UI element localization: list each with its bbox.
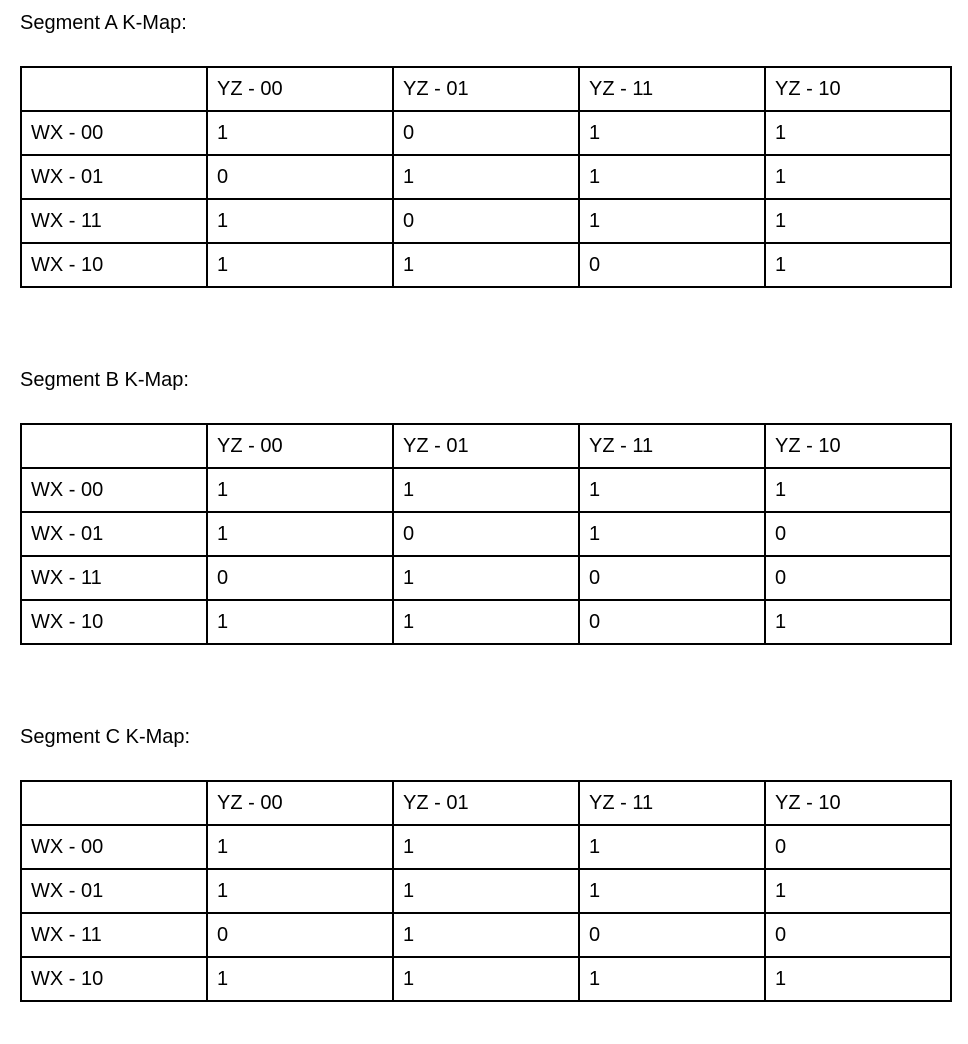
kmap-row bbox=[21, 155, 951, 199]
kmap-row-label: WX - 11 bbox=[21, 556, 207, 600]
kmap-row bbox=[21, 913, 951, 957]
kmap-row bbox=[21, 869, 951, 913]
kmap-row-label: WX - 01 bbox=[21, 869, 207, 913]
kmap-column-header: YZ - 11 bbox=[579, 424, 765, 468]
kmap-cell: 1 bbox=[207, 825, 393, 869]
kmap-row-label: WX - 11 bbox=[21, 199, 207, 243]
kmap-cell: 1 bbox=[393, 869, 579, 913]
kmap-row bbox=[21, 957, 951, 1001]
kmap-table bbox=[20, 423, 952, 645]
kmap-cell: 1 bbox=[207, 468, 393, 512]
kmap-cell: 1 bbox=[765, 869, 951, 913]
kmap-cell: 0 bbox=[765, 556, 951, 600]
kmap-cell: 0 bbox=[393, 199, 579, 243]
kmap-cell: 1 bbox=[207, 243, 393, 287]
kmap-row-label: WX - 00 bbox=[21, 111, 207, 155]
kmap-row bbox=[21, 512, 951, 556]
kmap-row bbox=[21, 468, 951, 512]
kmap-cell: 1 bbox=[579, 468, 765, 512]
kmap-header-row bbox=[21, 424, 951, 468]
kmap-table bbox=[20, 66, 952, 288]
kmap-cell: 0 bbox=[579, 243, 765, 287]
kmap-cell: 0 bbox=[579, 600, 765, 644]
kmap-cell: 0 bbox=[207, 913, 393, 957]
kmap-cell: 1 bbox=[579, 957, 765, 1001]
kmap-cell: 1 bbox=[393, 957, 579, 1001]
kmap-cell: 1 bbox=[207, 512, 393, 556]
kmap-row-label: WX - 01 bbox=[21, 155, 207, 199]
kmap-cell: 0 bbox=[765, 913, 951, 957]
kmap-cell: 1 bbox=[393, 825, 579, 869]
kmap-cell: 1 bbox=[765, 199, 951, 243]
kmap-row-label: WX - 11 bbox=[21, 913, 207, 957]
kmap-cell: 1 bbox=[207, 869, 393, 913]
kmap-cell: 1 bbox=[765, 468, 951, 512]
kmap-cell: 1 bbox=[579, 869, 765, 913]
kmap-column-header: YZ - 01 bbox=[393, 67, 579, 111]
kmap-table bbox=[20, 780, 952, 1002]
kmap-cell: 1 bbox=[207, 199, 393, 243]
kmap-row bbox=[21, 199, 951, 243]
kmap-cell: 1 bbox=[765, 111, 951, 155]
kmap-cell: 0 bbox=[207, 556, 393, 600]
kmap-row-label: WX - 10 bbox=[21, 957, 207, 1001]
kmap-column-header: YZ - 01 bbox=[393, 424, 579, 468]
kmap-title: Segment A K-Map: bbox=[20, 12, 187, 34]
kmap-cell: 1 bbox=[579, 512, 765, 556]
kmap-corner-cell bbox=[21, 781, 207, 825]
kmap-column-header: YZ - 11 bbox=[579, 67, 765, 111]
kmap-cell: 1 bbox=[393, 155, 579, 199]
kmap-row-label: WX - 01 bbox=[21, 512, 207, 556]
kmap-cell: 1 bbox=[579, 111, 765, 155]
kmap-cell: 0 bbox=[579, 556, 765, 600]
kmap-cell: 0 bbox=[393, 111, 579, 155]
kmap-row-label: WX - 10 bbox=[21, 600, 207, 644]
kmap-header-row bbox=[21, 781, 951, 825]
kmap-cell: 1 bbox=[393, 600, 579, 644]
kmap-column-header: YZ - 10 bbox=[765, 67, 951, 111]
kmap-row bbox=[21, 556, 951, 600]
kmap-column-header: YZ - 10 bbox=[765, 781, 951, 825]
kmap-title: Segment B K-Map: bbox=[20, 369, 189, 391]
kmap-row-label: WX - 00 bbox=[21, 468, 207, 512]
kmap-column-header: YZ - 10 bbox=[765, 424, 951, 468]
kmap-cell: 0 bbox=[765, 512, 951, 556]
kmap-column-header: YZ - 11 bbox=[579, 781, 765, 825]
kmap-column-header: YZ - 00 bbox=[207, 781, 393, 825]
kmap-row-label: WX - 10 bbox=[21, 243, 207, 287]
kmap-cell: 1 bbox=[393, 468, 579, 512]
kmap-cell: 0 bbox=[207, 155, 393, 199]
kmap-header-row bbox=[21, 67, 951, 111]
kmap-cell: 1 bbox=[765, 957, 951, 1001]
kmap-row bbox=[21, 600, 951, 644]
kmap-title: Segment C K-Map: bbox=[20, 726, 191, 748]
kmap-column-header: YZ - 00 bbox=[207, 67, 393, 111]
kmap-cell: 1 bbox=[207, 600, 393, 644]
kmap-cell: 1 bbox=[579, 155, 765, 199]
kmap-column-header: YZ - 00 bbox=[207, 424, 393, 468]
kmap-cell: 1 bbox=[765, 155, 951, 199]
kmap-corner-cell bbox=[21, 67, 207, 111]
kmap-cell: 1 bbox=[393, 243, 579, 287]
kmap-cell: 1 bbox=[579, 825, 765, 869]
kmap-cell: 0 bbox=[579, 913, 765, 957]
kmap-cell: 1 bbox=[765, 243, 951, 287]
kmap-cell: 1 bbox=[207, 957, 393, 1001]
kmap-column-header: YZ - 01 bbox=[393, 781, 579, 825]
kmap-corner-cell bbox=[21, 424, 207, 468]
kmap-cell: 1 bbox=[393, 556, 579, 600]
kmap-row-label: WX - 00 bbox=[21, 825, 207, 869]
kmap-cell: 0 bbox=[393, 512, 579, 556]
kmap-cell: 1 bbox=[207, 111, 393, 155]
kmap-cell: 1 bbox=[579, 199, 765, 243]
kmap-row bbox=[21, 825, 951, 869]
kmap-cell: 1 bbox=[393, 913, 579, 957]
kmap-row bbox=[21, 243, 951, 287]
kmap-row bbox=[21, 111, 951, 155]
kmap-cell: 0 bbox=[765, 825, 951, 869]
kmap-cell: 1 bbox=[765, 600, 951, 644]
